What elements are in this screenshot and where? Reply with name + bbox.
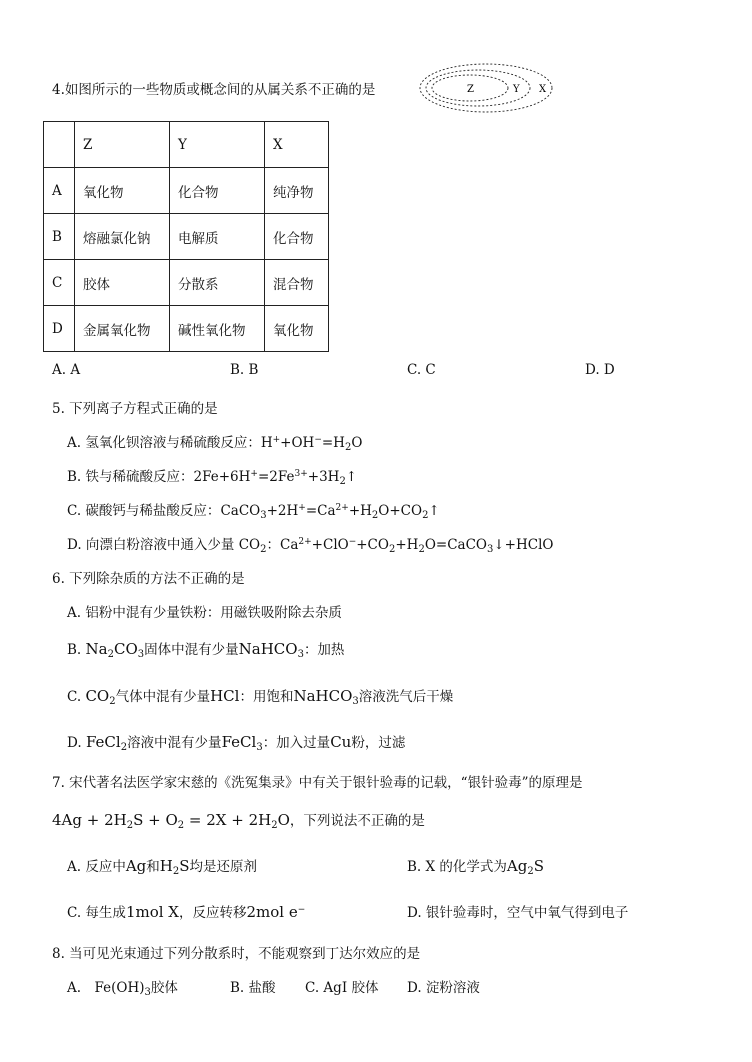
q7-option-b xyxy=(407,855,544,877)
classification-table xyxy=(43,121,329,352)
q5-option-d-text: D. 向漂白粉溶液中通入少量 $CO_2$： xyxy=(67,537,280,555)
q7-option-a xyxy=(67,855,257,877)
table-cell: Z xyxy=(75,122,170,168)
formula-nahco3: NaHCO$_3$ xyxy=(238,640,304,660)
q5-option-c-equation: $CaCO_3+2H^+=Ca^{2+}+H_2O+CO_2↑$ xyxy=(220,503,440,521)
q4-option-a: A. A xyxy=(52,362,81,378)
table-row xyxy=(44,260,329,306)
q7-option-c-amount: 1mol X xyxy=(125,903,179,921)
formula-co2: $CO_2$ xyxy=(85,687,116,707)
formula-ag: Ag xyxy=(125,857,147,875)
q7-option-d: D. 银针验毒时，空气中氧气得到电子 xyxy=(407,905,629,921)
q7-option-c-electrons: 2mol e− xyxy=(246,903,306,921)
table-cell: 混合物 xyxy=(265,260,329,306)
table-row xyxy=(44,214,329,260)
q7-option-c xyxy=(67,901,305,921)
table-cell: 胶体 xyxy=(75,260,170,306)
q6-option-c-label: C. xyxy=(67,689,82,705)
ellipse-x xyxy=(420,64,552,112)
q6-stem: 6. 下列除杂质的方法不正确的是 xyxy=(52,571,245,587)
q5-option-b-equation: $2Fe+6H^+=2Fe^{3+}+3H_2↑$ xyxy=(193,469,358,487)
q6-option-d-label: D. xyxy=(67,735,82,751)
formula-hcl: HCl xyxy=(210,687,240,705)
diagram-label-z: Z xyxy=(467,84,474,95)
table-cell: A xyxy=(44,168,75,214)
q5-option-c-text: C. 碳酸钙与稀盐酸反应： xyxy=(67,503,221,519)
q5-option-a-text: A. 氢氧化钡溶液与稀硫酸反应： xyxy=(67,435,261,451)
formula-ag2s: $Ag_2S$ xyxy=(506,857,544,877)
q5-option-d-equation: $Ca^{2+}+ClO^-+CO_2+H_2O=CaCO_3↓+HClO$ xyxy=(280,537,554,555)
table-row xyxy=(44,168,329,214)
q5-option-c xyxy=(67,499,440,521)
q6-option-b xyxy=(67,638,344,660)
table-cell: X xyxy=(265,122,329,168)
formula-cu: Cu xyxy=(330,733,352,751)
subset-ellipse-diagram xyxy=(418,60,558,116)
q5-option-a-equation: $H^++OH^-=H_2O$ xyxy=(260,435,363,453)
table-header-row xyxy=(44,122,329,168)
q4-stem: 4.如图所示的一些物质或概念间的从属关系不正确的是 xyxy=(52,82,376,98)
q7-option-a-text: A. 反应中 xyxy=(67,859,126,875)
q4-option-d: D. D xyxy=(585,362,615,378)
diagram-label-y: Y xyxy=(513,84,520,95)
q7-option-c-mid: ，反应转移 xyxy=(178,905,247,921)
table-cell: 化合物 xyxy=(265,214,329,260)
table-cell: 金属氧化物 xyxy=(75,306,170,352)
formula-fecl3: FeCl$_3$ xyxy=(221,733,263,753)
q8-option-b: B. 盐酸 xyxy=(230,980,276,996)
q5-option-b-text: B. 铁与稀硫酸反应： xyxy=(67,469,194,485)
table-cell: C xyxy=(44,260,75,306)
table-cell: 化合物 xyxy=(170,168,265,214)
q5-option-b xyxy=(67,465,357,487)
q6-option-b-text: 固体中混有少量 xyxy=(144,642,239,658)
q6-option-d-end: 粉，过滤 xyxy=(351,735,406,751)
q7-option-a-end: 均是还原剂 xyxy=(189,859,258,875)
table-cell: 碱性氧化物 xyxy=(170,306,265,352)
formula-na2co3: $Na_2CO_3$ xyxy=(85,640,145,660)
q4-option-b: B. B xyxy=(230,362,259,378)
formula-h2s: $H_2S$ xyxy=(159,857,190,877)
table-cell: 分散系 xyxy=(170,260,265,306)
q6-option-b-label: B. xyxy=(67,642,82,658)
table-cell: B xyxy=(44,214,75,260)
q8-option-c: C. AgI 胶体 xyxy=(305,980,379,996)
q7-stem: 7. 宋代著名法医学家宋慈的《洗冤集录》中有关于银针验毒的记载，“银针验毒”的原理是 xyxy=(52,775,583,791)
q5-stem: 5. 下列离子方程式正确的是 xyxy=(52,401,218,417)
table-cell: 氧化物 xyxy=(75,168,170,214)
q4-option-c: C. C xyxy=(407,362,436,378)
table-cell: Y xyxy=(170,122,265,168)
q6-option-d-mid: ：加入过量 xyxy=(262,735,331,751)
q6-option-c-mid: ：用饱和 xyxy=(239,689,294,705)
table-cell xyxy=(44,122,75,168)
q7-option-a-and: 和 xyxy=(146,859,160,875)
q5-option-d xyxy=(67,533,553,555)
table-cell: D xyxy=(44,306,75,352)
diagram-label-x: X xyxy=(539,84,547,95)
q5-option-a xyxy=(67,431,362,453)
table-cell: 电解质 xyxy=(170,214,265,260)
q7-option-c-text: C. 每生成 xyxy=(67,905,126,921)
table-cell: 熔融氯化钠 xyxy=(75,214,170,260)
q8-option-d: D. 淀粉溶液 xyxy=(407,980,480,996)
q6-option-c xyxy=(67,685,453,707)
q6-option-c-end: 溶液洗气后干燥 xyxy=(358,689,454,705)
q6-option-a: A. 铝粉中混有少量铁粉：用磁铁吸附除去杂质 xyxy=(67,605,342,621)
q6-option-c-text: 气体中混有少量 xyxy=(115,689,211,705)
q6-option-d-text: 溶液中混有少量 xyxy=(127,735,222,751)
table-cell: 氧化物 xyxy=(265,306,329,352)
table-row xyxy=(44,306,329,352)
q6-option-d xyxy=(67,731,405,753)
q7-equation-line xyxy=(52,809,425,831)
q7-option-b-text: B. X 的化学式为 xyxy=(407,859,507,875)
table-cell: 纯净物 xyxy=(265,168,329,214)
q8-stem: 8. 当可见光束通过下列分散系时，不能观察到丁达尔效应的是 xyxy=(52,946,421,962)
q8-option-a: A. $Fe(OH)_3$胶体 xyxy=(67,980,178,998)
q7-equation: $4Ag + 2H_2S + O_2 = 2X + 2H_2O$ xyxy=(52,811,290,831)
q7-equation-tail: ，下列说法不正确的是 xyxy=(289,813,425,829)
formula-nahco3: NaHCO$_3$ xyxy=(293,687,359,707)
formula-fecl2: FeCl$_2$ xyxy=(85,733,128,753)
q6-option-b-end: ：加热 xyxy=(303,642,345,658)
